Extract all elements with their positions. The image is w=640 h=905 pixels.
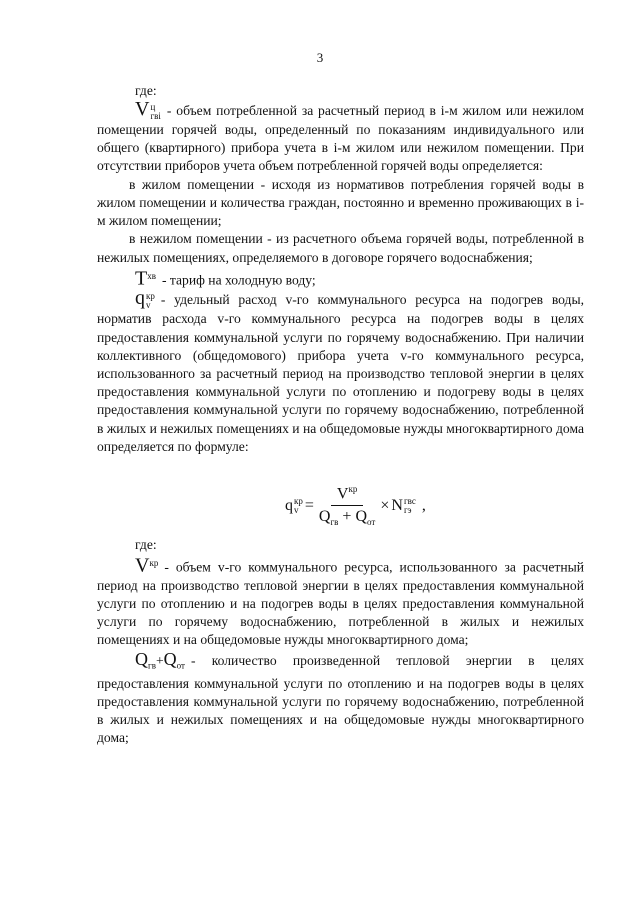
definition-v-kr: $V^{кр}$ - объем v-го коммунального ресурса, использованного за расчетный период на производство тепловой энергии в целях предоставления коммунальной услуги по отоплению и на подогрев воды в целях предоставления коммунальной услуги по горячему водоснабжению, потребленной в жилых и нежилых помещениях и на общедомовые нужды многоквартирного дома;	[97, 554, 584, 648]
document-body	[97, 82, 584, 747]
formula-block	[97, 472, 584, 532]
page-number: 3	[316, 50, 324, 65]
definition-q-sum: $Q_{гв}+Q_{от}$ - количество произведенной тепловой энергии в целях предоставления коммунальной услуги по отоплению и на подогрев воды в целях предоставления коммунальной услуги по горячему водоснабжению, потребленной в жилых и нежилых помещениях и на общедомовые нужды многоквартирного дома;	[97, 648, 584, 746]
fraction-denominator: $Q_{гв} + Q_{от}$	[318, 508, 376, 528]
symbol-q-sum: $Q_{гв}+Q_{от}$	[135, 648, 185, 671]
symbol-v-kr: $V^{кр}$	[135, 554, 159, 577]
formula-q-kr	[285, 480, 426, 532]
where-label: где:	[135, 83, 157, 98]
symbol-t-hv: $T^{хв}$	[135, 267, 156, 290]
symbol-v-gvi: V ц гвi	[135, 98, 161, 122]
definition-q-kr: q кр v - удельный расход v-го коммунального ресурса на подогрев воды, норматив расхода v-го коммунального ресурса на подогрев воды в целях предоставления коммунальной услуги по горячему водоснабжению. При наличии коллективного (общедомового) прибора учета v-го коммунального ресурса, использованного за расчетный период на производство тепловой энергии в целях предоставления коммунальной услуги по отоплению и подогреву воды в целях предоставления коммунальной услуги по горячему водоснабжению, потребленной в жилых и нежилых помещениях и на общедомовые нужды многоквартирного дома определяется по формуле:	[97, 287, 585, 454]
definition-t-hv: $T^{хв}$ - тариф на холодную воду;	[135, 267, 316, 290]
times-sign: ×	[380, 496, 390, 514]
fraction-numerator: $V^{кр}$	[331, 480, 363, 507]
formula-fraction	[319, 480, 375, 532]
formula-n-term: N гвс гэ	[391, 496, 416, 516]
where-label-2: где:	[135, 536, 157, 552]
paragraph-nonresidential: в нежилом помещении - из расчетного объема горячей воды, потребленной в нежилых помещениях, определяемого в договоре горячего водоснабжения;	[97, 231, 584, 265]
formula-lhs: q кр v	[285, 496, 303, 516]
definition-v-gvi: V ц гвi - объем потребленной за расчетный период в i-м жилом или нежилом помещении горячей воды, определенный по показаниям индивидуального или общего (квартирного) прибора учета в i-м жилом или нежилом помещении. При отсутствии приборов учета объем потребленной горячей воды определяется:	[97, 98, 584, 174]
symbol-q-kr: q кр v	[135, 287, 155, 311]
paragraph-residential: в жилом помещении - исходя из нормативов потребления горячей воды в жилом помещении и количества граждан, постоянно и временно проживающих в i-м жилом помещении;	[97, 176, 584, 229]
formula-comma: ,	[421, 496, 426, 514]
equals-sign: =	[304, 496, 314, 514]
